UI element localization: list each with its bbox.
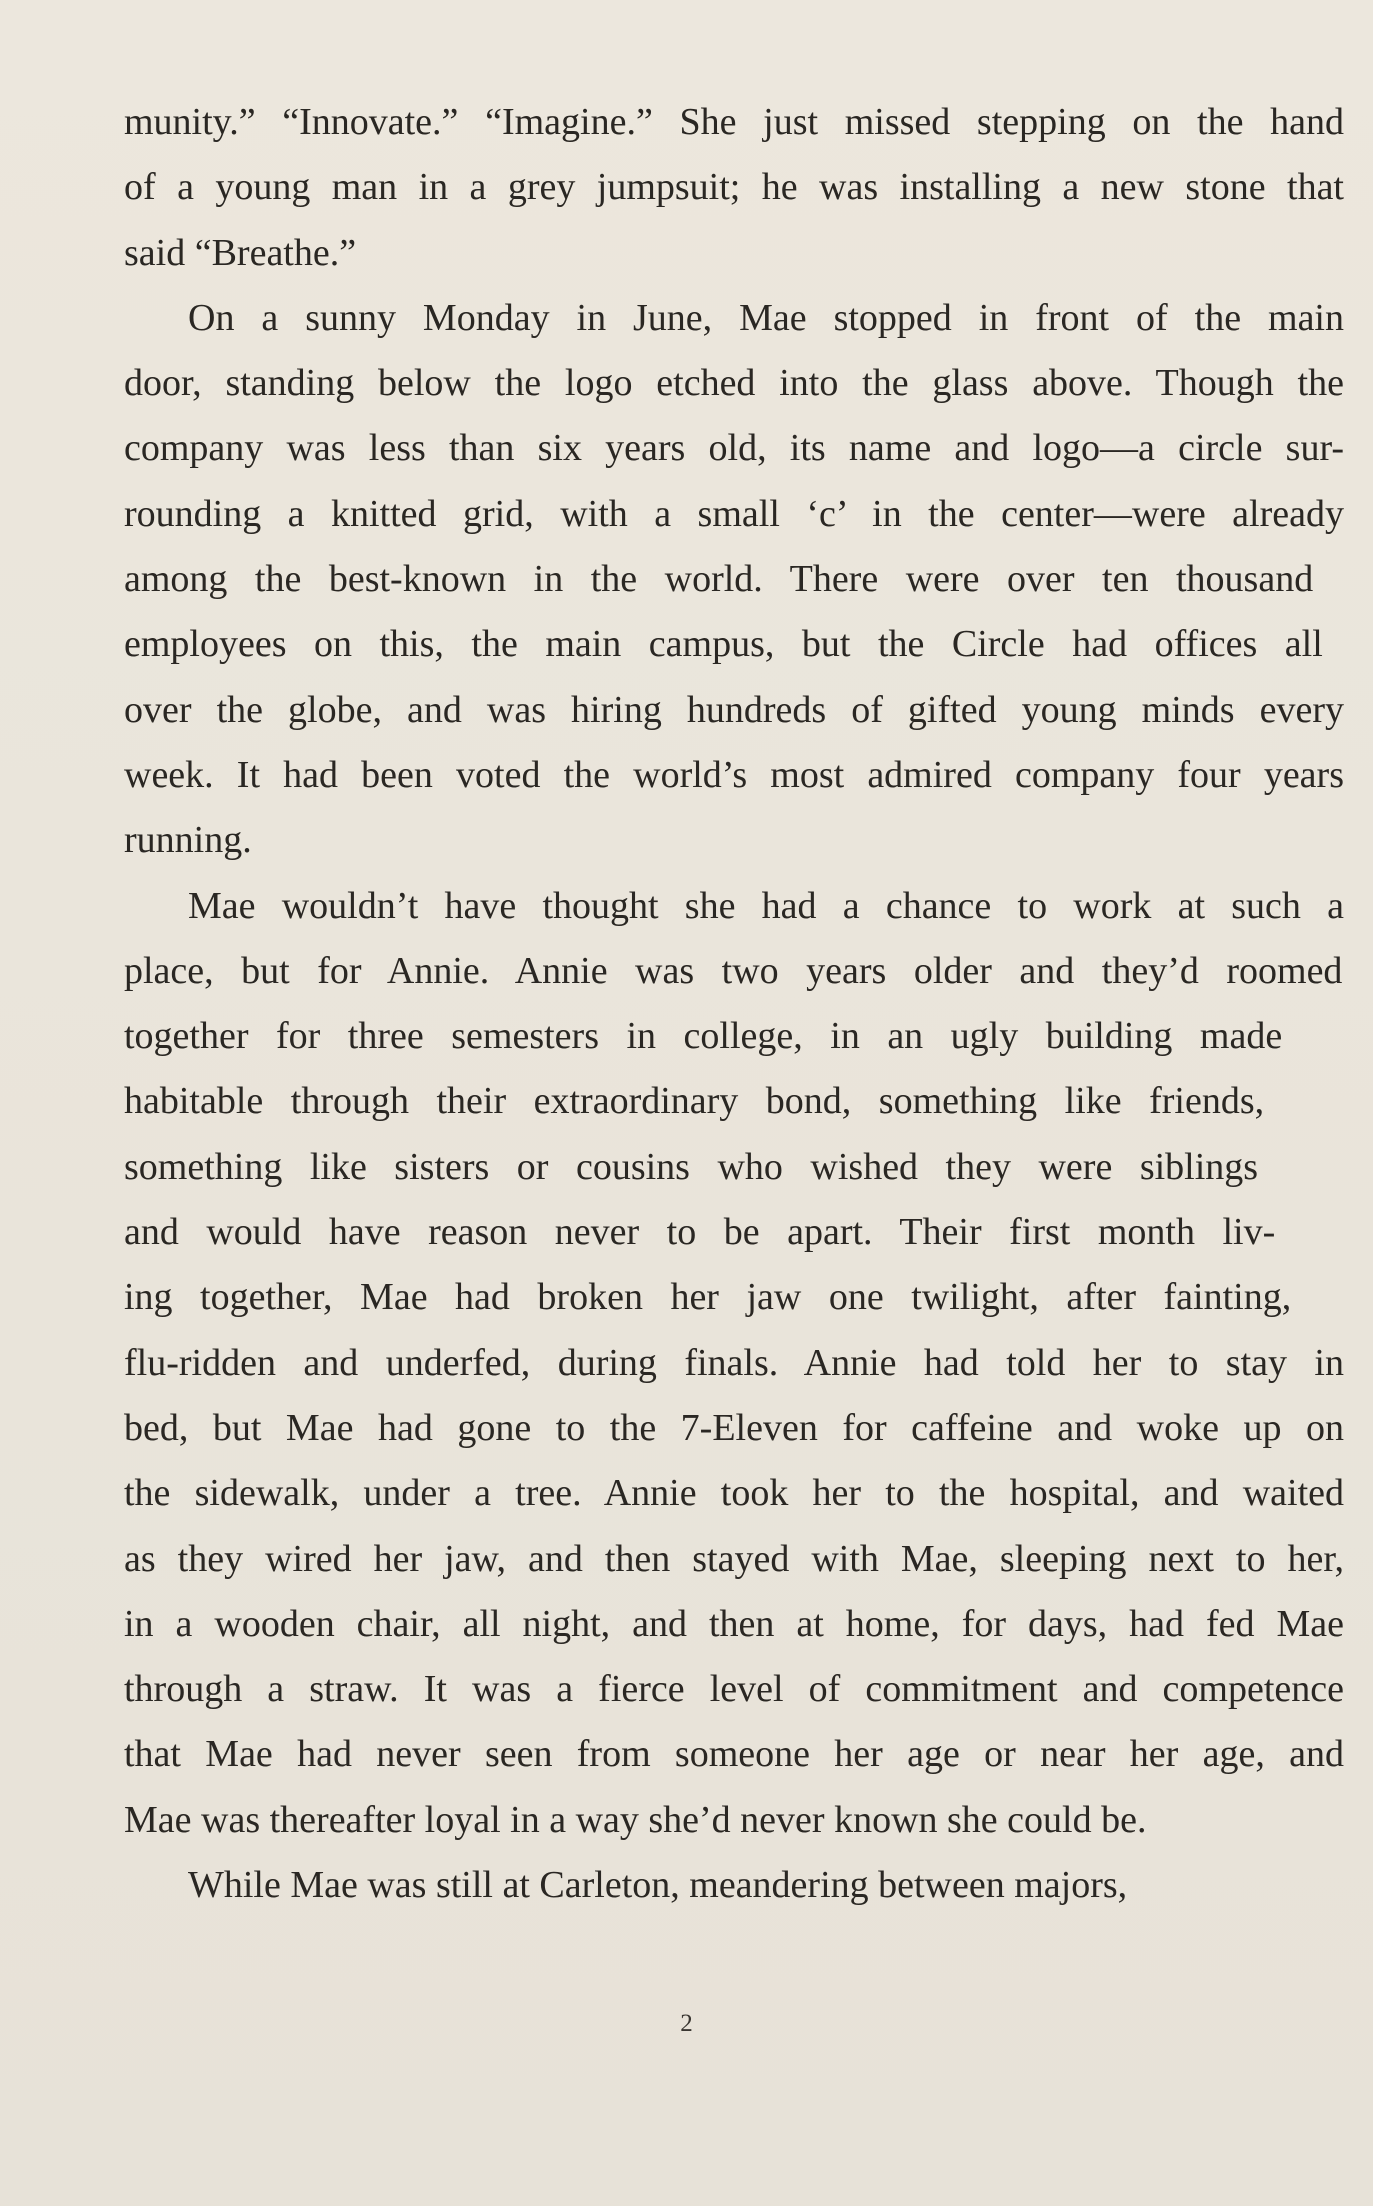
paragraph bbox=[124, 1853, 1354, 1918]
text-line: said “Breathe.” bbox=[124, 231, 357, 274]
paragraph bbox=[124, 874, 1354, 1853]
text-line: flu-ridden and underfed, during finals. Annie had told her to stay in bbox=[124, 1341, 1344, 1384]
text-line: something like sisters or cousins who wished they were siblings bbox=[124, 1145, 1259, 1188]
text-line: company was less than six years old, its name and logo—a circle sur- bbox=[124, 427, 1344, 470]
text-line: bed, but Mae had gone to the 7-Eleven for caffeine and woke up on bbox=[124, 1406, 1344, 1449]
text-line: ing together, Mae had broken her jaw one twilight, after fainting, bbox=[124, 1276, 1292, 1319]
text-line: the sidewalk, under a tree. Annie took her to the hospital, and waited bbox=[124, 1472, 1344, 1515]
text-line: of a young man in a grey jumpsuit; he was installing a new stone that bbox=[124, 166, 1344, 209]
text-line: employees on this, the main campus, but the Circle had offices all bbox=[124, 623, 1323, 666]
text-line: in a wooden chair, all night, and then at home, for days, had fed Mae bbox=[124, 1602, 1344, 1645]
text-line: rounding a knitted grid, with a small ‘c’ in the center—were already bbox=[124, 492, 1344, 535]
text-line: as they wired her jaw, and then stayed with Mae, sleeping next to her, bbox=[124, 1537, 1344, 1580]
text-line: door, standing below the logo etched into the glass above. Though the bbox=[124, 362, 1344, 405]
paragraph bbox=[124, 286, 1354, 874]
text-line: among the best-known in the world. There were over ten thousand bbox=[124, 558, 1314, 601]
text-line: week. It had been voted the world’s most admired company four years bbox=[124, 753, 1344, 796]
text-line: running. bbox=[124, 819, 252, 862]
text-line: habitable through their extraordinary bond, something like friends, bbox=[124, 1080, 1265, 1123]
text-line: While Mae was still at Carleton, meandering between majors, bbox=[188, 1864, 1128, 1907]
text-line: On a sunny Monday in June, Mae stopped in front of the main bbox=[188, 296, 1344, 339]
text-line: that Mae had never seen from someone her age or near her age, and bbox=[124, 1733, 1344, 1776]
page-number: 2 bbox=[680, 2010, 693, 2037]
text-line: and would have reason never to be apart. Their first month liv- bbox=[124, 1211, 1276, 1254]
text-line: place, but for Annie. Annie was two years older and they’d roomed bbox=[124, 949, 1343, 992]
text-line: through a straw. It was a fierce level of commitment and competence bbox=[124, 1668, 1344, 1711]
text-line: over the globe, and was hiring hundreds of gifted young minds every bbox=[124, 688, 1344, 731]
text-line: Mae wouldn’t have thought she had a chance to work at such a bbox=[188, 884, 1344, 927]
body-text bbox=[124, 90, 1354, 1918]
paragraph bbox=[124, 90, 1354, 286]
text-line: munity.” “Innovate.” “Imagine.” She just missed stepping on the hand bbox=[124, 101, 1344, 143]
text-line: together for three semesters in college, in an ugly building made bbox=[124, 1015, 1283, 1058]
text-line: Mae was thereafter loyal in a way she’d never known she could be. bbox=[124, 1798, 1147, 1841]
